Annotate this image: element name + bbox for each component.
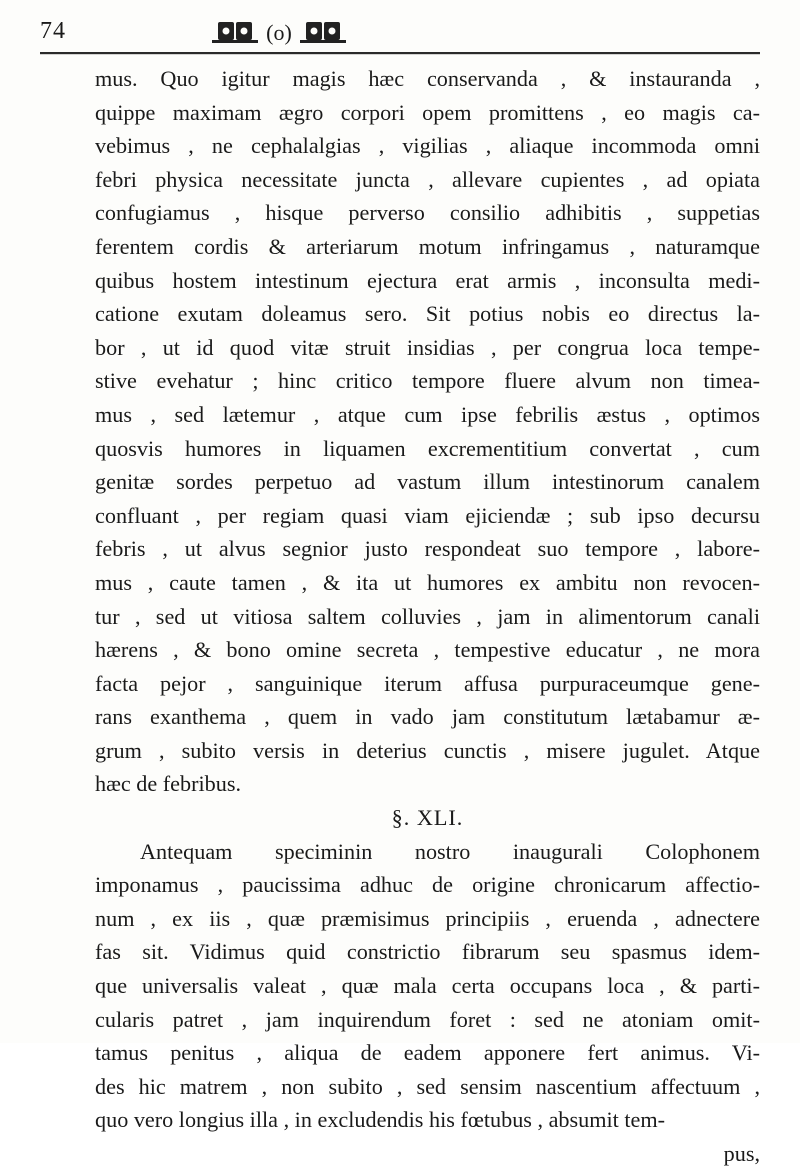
- text-line: rans exanthema , quem in vado jam constitutum lætabamur æ-: [95, 704, 760, 730]
- text-line: que universalis valeat , quæ mala certa occupans loca , & parti-: [95, 973, 760, 999]
- text-line: catione exutam doleamus sero. Sit potius nobis eo directus la-: [95, 301, 760, 327]
- catchword: pus,: [723, 1141, 760, 1166]
- text-line: Antequam speciminin nostro inaugurali Colophonem: [140, 838, 760, 864]
- text-line: confluant , per regiam quasi viam ejiciendæ ; sub ipso decursu: [95, 502, 760, 528]
- text-line: des hic matrem , non subito , sed sensim nascentium affectuum ,: [95, 1073, 760, 1099]
- text-line: mus. Quo igitur magis hæc conservanda , & instauranda ,: [95, 66, 760, 91]
- ornament-center-text: (o): [266, 20, 292, 45]
- text-line: confugiamus , hisque perverso consilio adhibitis , suppetias: [95, 200, 760, 226]
- text-line: stive evehatur ; hinc critico tempore fluere alvum non timea-: [95, 368, 760, 394]
- text-line: quosvis humores in liquamen excrementitium convertat , cum: [95, 435, 760, 461]
- page-number: 74: [40, 18, 66, 44]
- text-line: quibus hostem intestinum ejectura erat armis , inconsulta medi-: [95, 267, 760, 293]
- text-line: mus , caute tamen , & ita ut humores ex ambitu non revocen-: [95, 569, 760, 595]
- text-line: fas sit. Vidimus quid constrictio fibrarum seu spasmus idem-: [95, 939, 760, 965]
- text-line: genitæ sordes perpetuo ad vastum illum intestinorum canalem: [95, 469, 760, 495]
- text-line: mus , sed lætemur , atque cum ipse febrilis æstus , optimos: [95, 401, 760, 427]
- text-line: quo vero longius illa , in excludendis his fœtubus , absumit tem-: [95, 1107, 666, 1133]
- text-line: ferentem cordis & arteriarum motum infringamus , naturamque: [95, 233, 760, 259]
- header-rule: [40, 52, 760, 56]
- text-line: grum , subito versis in deterius cunctis , misere jugulet. Atque: [95, 737, 760, 763]
- text-line: hærens , & bono omine secreta , tempestive educatur , ne mora: [95, 637, 760, 663]
- printer-ornament: [190, 12, 370, 52]
- text-line: num , ex iis , quæ præmisimus principiis , eruenda , adnectere: [95, 905, 760, 931]
- section-heading: §. XLI.: [391, 805, 464, 831]
- text-line: tamus penitus , aliqua de eadem apponere fert animus. Vi-: [95, 1040, 760, 1066]
- text-line: cularis patret , jam inquirendum foret : sed ne atoniam omit-: [95, 1006, 760, 1032]
- paragraph-colophonem: [95, 835, 760, 1137]
- text-line: tur , sed ut vitiosa saltem colluvies , jam in alimentorum canali: [95, 603, 760, 629]
- text-line: imponamus , paucissima adhuc de origine chronicarum affectio-: [95, 872, 760, 898]
- text-line: quippe maximam ægro corpori opem promittens , eo magis ca-: [95, 99, 760, 125]
- text-line: facta pejor , sanguinique iterum affusa purpuraceumque gene-: [95, 670, 760, 696]
- paragraph-febribus: [95, 62, 760, 801]
- text-line: febris , ut alvus segnior justo respondeat suo tempore , labore-: [95, 536, 760, 562]
- text-line: febri physica necessitate juncta , allevare cupientes , ad opiata: [95, 166, 760, 192]
- text-line: vebimus , ne cephalalgias , vigilias , aliaque incommoda omni: [95, 133, 760, 159]
- text-line: bor , ut id quod vitæ struit insidias , per congrua loca tempe-: [95, 334, 760, 360]
- text-line: hæc de febribus.: [95, 771, 242, 797]
- page-header: [40, 10, 760, 52]
- body-text: [95, 62, 760, 1171]
